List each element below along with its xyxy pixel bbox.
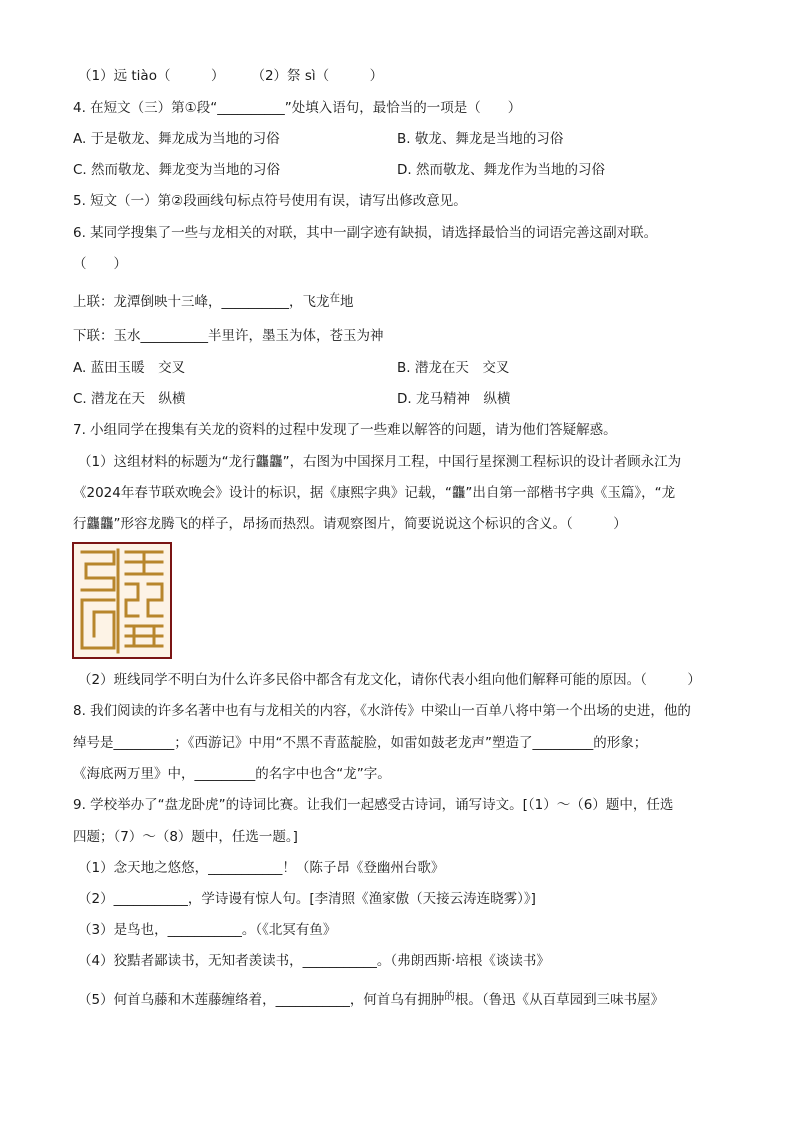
q4-option-c: C. 然而敬龙、舞龙变为当地的习俗 [73, 162, 281, 178]
q4-option-b: B. 敬龙、舞龙是当地的习俗 [397, 131, 564, 147]
question-5: 5. 短文（一）第②段画线句标点符号使用有误，请写出修改意见。 [73, 193, 467, 209]
q9-item4: （4）狡黠者鄙读书，无知者羡读书，___________。（弗朗西斯·培根《谈读书》 [78, 953, 550, 969]
q7-part1-line1: （1）这组材料的标题为“龙行龘龘”，右图为中国探月工程，中国行星探测工程标识的设计者顾永江为 [78, 454, 682, 470]
q9-item5-end: 根。（鲁迅《从百草园到三味书屋》 [454, 992, 665, 1008]
q6-option-d: D. 龙马精神 纵横 [397, 391, 511, 407]
q6-option-c: C. 潜龙在天 纵横 [73, 391, 186, 407]
dragon-seal-logo-icon [72, 542, 172, 659]
q9-item5 [78, 991, 664, 1010]
q7-part1-line3: 行龘龘”形容龙腾飞的样子，昂扬而热烈。请观察图片，简要说说这个标识的含义。（ ） [73, 516, 627, 532]
q7-part2: （2）班线同学不明白为什么许多民俗中都含有龙文化，请你代表小组向他们解释可能的原因。（ ） [78, 672, 701, 688]
couplet-upper-text: 上联：龙潭倒映十三峰，__________，飞龙 [73, 294, 330, 310]
q6-option-b: B. 潜龙在天 交叉 [397, 360, 510, 376]
question-4: 4. 在短文（三）第①段“__________”处填入语句，最恰当的一项是（ ） [73, 100, 522, 116]
couplet-lower: 下联：玉水__________半里许，墨玉为体，苍玉为神 [73, 328, 384, 344]
question-8-line1: 8. 我们阅读的许多名著中也有与龙相关的内容，《水浒传》中梁山一百单八将中第一个出场的史进，他的 [73, 703, 691, 719]
q9-item2: （2）___________，学诗谩有惊人句。[李清照《渔家傲（天接云涛连晓雾）》] [78, 891, 536, 907]
q3-pinyin-line: （1）远 tiào（ ） （2）祭 sì（ ） [78, 68, 384, 84]
question-8-line2: 绰号是_________；《西游记》中用“不黑不青蓝靛脸，如雷如鼓老龙声”塑造了_________的形象； [73, 735, 648, 751]
q9-item3: （3）是鸟也，___________。（《北冥有鱼》 [78, 922, 337, 938]
q6-option-a: A. 蓝田玉暖 交叉 [73, 360, 186, 376]
q4-option-d: D. 然而敬龙、舞龙作为当地的习俗 [397, 162, 605, 178]
q9-item5-superscript: 的 [444, 990, 455, 1002]
question-9-line2: 四题；（7）～（8）题中，任选一题。] [73, 829, 298, 845]
q9-item5-text: （5）何首乌藤和木莲藤缠络着，___________，何首乌有拥肿 [78, 992, 445, 1008]
question-7: 7. 小组同学在搜集有关龙的资料的过程中发现了一些难以解答的问题，请为他们答疑解惑。 [73, 422, 617, 438]
q4-option-a: A. 于是敬龙、舞龙成为当地的习俗 [73, 131, 280, 147]
q9-item1: （1）念天地之悠悠，___________！（陈子昂《登幽州台歌》 [78, 860, 445, 876]
q7-part1-line2: 《2024年春节联欢晚会》设计的标识，据《康熙字典》记载，“龘”出自第一部楷书字典《玉篇》，“龙 [73, 485, 676, 501]
question-6-bracket: （ ） [73, 256, 127, 272]
couplet-upper-superscript: 在 [329, 292, 340, 304]
question-8-line3: 《海底两万里》中，_________的名字中也含“龙”字。 [73, 766, 391, 782]
couplet-upper-end: 地 [340, 294, 354, 310]
couplet-upper [73, 293, 354, 312]
question-6: 6. 某同学搜集了一些与龙相关的对联，其中一副字迹有缺损，请选择最恰当的词语完善这副对联。 [73, 225, 658, 241]
question-9-line1: 9. 学校举办了“盘龙卧虎”的诗词比赛。让我们一起感受古诗词，诵写诗文。[（1）～（6）题中，任选 [73, 797, 674, 813]
